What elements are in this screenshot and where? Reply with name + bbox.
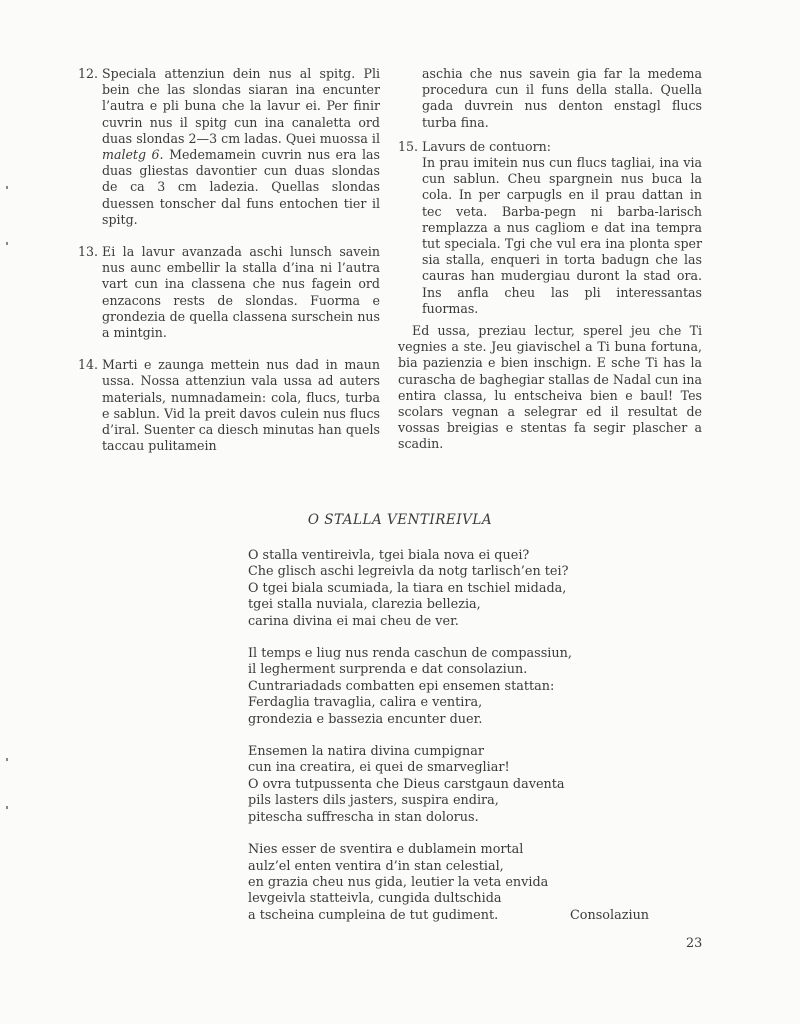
poem-line: cun ina creatira, ei quei de smarvegliar! [248,760,510,776]
item-text: Marti e zaunga mettein nus dad in maun ussa. Nossa attenziun vala ussa ad auters materials, numnadamein: cola, flucs, turba e sablun. Vid la preit davos culein nus flucs d’iral. Suenter ca diesch minutas han quels taccau pulitamein [102,357,380,454]
instruction-item-15 [398,139,702,317]
poem-line: O ovra tutpussenta che Dieus carstgaun daventa [248,776,565,792]
instruction-item-13 [78,244,380,341]
poem-line: en grazia cheu nus gida, leutier la veta envida [248,874,549,890]
poem-line: aulz’el enten ventira d’in stan celestial, [248,858,504,874]
margin-mark [6,758,8,761]
item-heading: Lavurs de contuorn: [422,138,551,154]
poem-line: Che glisch aschi legreivla da notg tarlisch’en tei? [248,564,569,580]
poem-line: Ferdaglia travaglia, calira e ventira, [248,695,483,711]
instruction-item-12 [78,66,380,228]
right-column [398,66,702,453]
poem-title: O STALLA VENTIREIVLA [307,512,493,528]
left-column [78,66,380,470]
item-text: Ei la lavur avanzada aschi lunsch savein nus aunc embellir la stalla d’ina ni l’autra vart cun ina classena che nus fagein ord enzacons rests de slondas. Fuorma e grondezia de quella classena surschein nus a mintgin. [102,244,380,341]
poem-line: a tscheina cumpleina de tut gudiment. [248,907,499,923]
poem-line: carina divina ei mai cheu de ver. [248,613,459,629]
poem-stanza [248,842,578,924]
item-number: 12. [78,66,99,81]
item-text: In prau imitein nus cun flucs tagliai, ina via cun sablun. Cheu spargnein nus buca la cola. In per carpugls en il prau dattan in tec veta. Barba-pegn ni barba-larisch remplazza a nus cagliom e dat ina tempra tut speciala. Tgi che vul era ina plonta sper sia stalla, enqueri in torta badugn che las cauras han mudergiau duront la stad ora. Ins anfla cheu las pli interessantas fuormas. [422,155,702,316]
item-number: 15. [398,138,419,154]
poem-line: Ensemen la natira divina cumpignar [248,744,485,760]
item-14-continuation: aschia che nus savein gia far la medema procedura cun il funs della stalla. Quella gada duvrein nus denton enstagl flucs turba fina. [422,66,702,130]
poem-line: pils lasters dils jasters, suspira endira, [248,793,499,809]
poem-line: O tgei biala scumiada, la tiara en tschiel midada, [248,580,567,596]
poem [248,548,578,940]
margin-mark [6,242,8,245]
poem-line: grondezia e bassezia encunter duer. [248,711,483,727]
poem-stanza [248,744,578,826]
poem-line: il legherment surprenda e dat consolaziun. [248,662,528,678]
poem-stanza [248,548,578,630]
poem-stanza [248,646,578,728]
instruction-item-14 [78,357,380,454]
page-number: 23 [686,936,703,951]
margin-mark [6,186,8,189]
poem-line: pitescha suffrescha in stan dolorus. [248,809,479,825]
poem-line: tgei stalla nuviala, clarezia bellezia, [248,597,481,613]
poem-line: levgeivla statteivla, cungida dultschida [248,891,502,907]
item-number: 13. [78,244,99,260]
poem-line: Nies esser de sventira e dublamein mortal [248,842,524,858]
item-text: Speciala attenziun dein nus al spitg. Pli bein che las slondas siaran ina encunter l’autra e pli buna che la lavur ei. Per finir cuvrin nus il spitg cun ina canaletta ord duas slondas 2—3 cm ladas. Quei muossa il maletg 6. Medemamein cuvrin nus era las duas gliestas davontier cun duas slondas de ca 3 cm ladezia. Quellas slondas duessen tonscher dal funs entochen tier il spitg. [102,66,381,227]
margin-mark [6,806,8,809]
poem-signature: Consolaziun [570,908,650,923]
closing-paragraph: Ed ussa, preziau lectur, sperel jeu che Ti vegnies a ste. Jeu giavischel a Ti buna fortuna, bia pazienzia e bien inschign. E sche Ti has la curascha de baghegiar stallas de Nadal cun ina entira classa, lu entscheiva bien e baul! Tes scolars vegnan a selegrar ed il resultat de vossas breigias e stentas fa segir plascher a scadin. [398,323,702,452]
poem-line: Cuntrariadads combatten epi ensemen stattan: [248,678,555,694]
item-body [422,139,702,317]
item-number: 14. [78,357,99,373]
poem-line: Il temps e liug nus renda caschun de compassiun, [248,646,572,662]
poem-line: O stalla ventireivla, tgei biala nova ei quei? [248,548,530,563]
